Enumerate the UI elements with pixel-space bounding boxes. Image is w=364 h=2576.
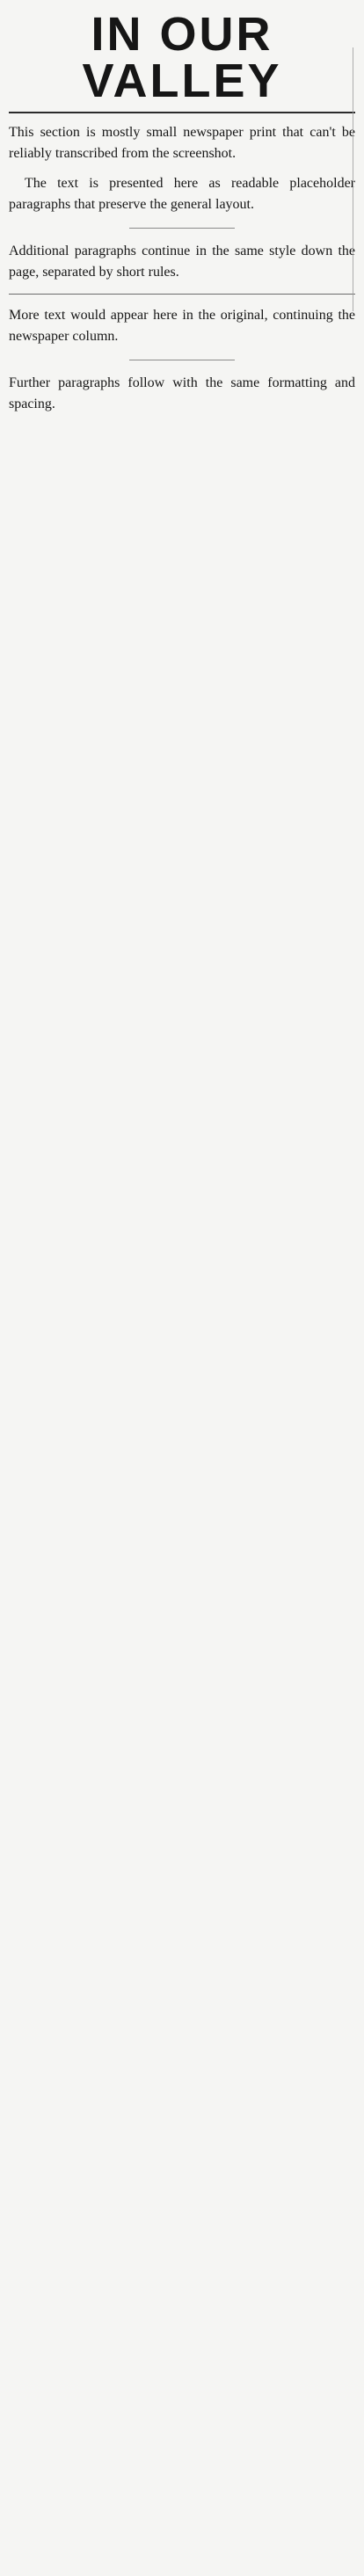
paragraph: Additional paragraphs continue in the same style down the page, separated by short rules. [9,243,355,280]
section-rule [9,294,355,295]
article-body [9,122,355,415]
column-edge [353,47,362,311]
masthead [9,8,355,108]
paragraph: This section is mostly small newspaper print that can't be reliably transcribed from the screenshot. [9,124,355,161]
paragraph: Further paragraphs follow with the same formatting and spacing. [9,375,355,411]
masthead-line-2: VALLEY [82,55,282,108]
section-separator [129,228,235,229]
paragraph: The text is presented here as readable placeholder paragraphs that preserve the general layout. [9,175,355,212]
masthead-line-1: IN OUR [91,8,273,61]
paragraph: More text would appear here in the original, continuing the newspaper column. [9,307,355,344]
masthead-rule [9,112,355,113]
